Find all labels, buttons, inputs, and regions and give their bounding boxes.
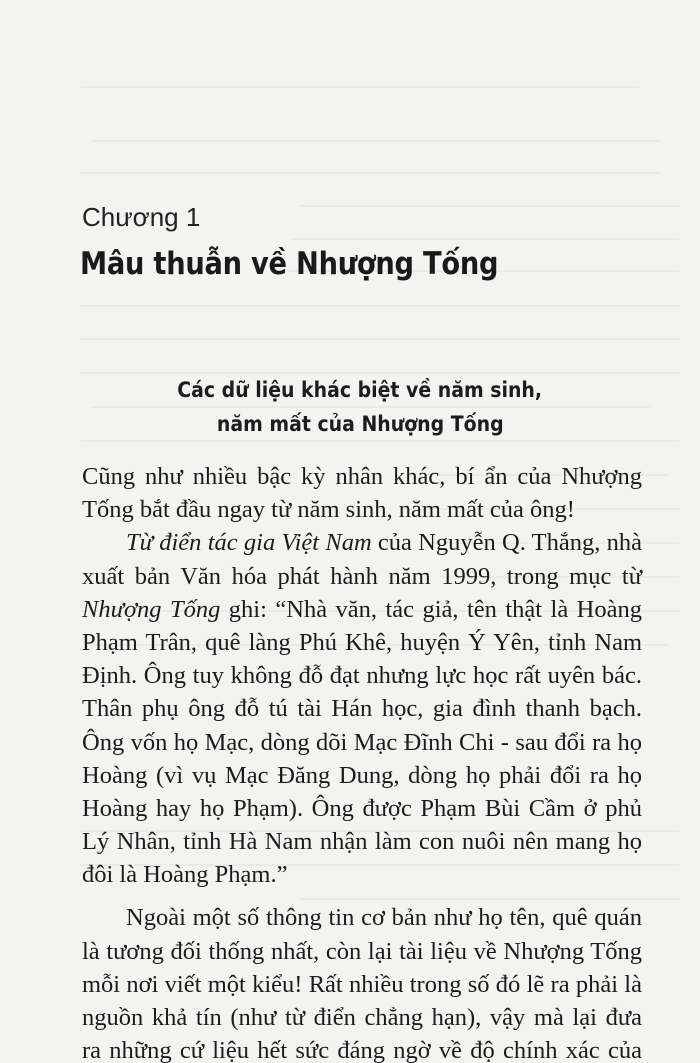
paragraph-3-line-4: nguồn khả tín (như từ điển chẳng hạn), vậy mà lại đưa (82, 1004, 642, 1031)
show-through-line (90, 140, 660, 142)
paragraph-2-line-10: Lý Nhân, tỉnh Hà Nam nhận làm con nuôi nên mang họ (82, 828, 642, 856)
show-through-line (80, 305, 680, 307)
show-through-line (80, 86, 640, 88)
show-through-line (80, 338, 680, 340)
paragraph-3-line-5: ra những cứ liệu hết sức đáng ngờ về độ chính xác của (82, 1037, 642, 1063)
paragraph-2-line-1: Từ điển tác gia Việt Nam của Nguyễn Q. Thắng, nhà (126, 529, 643, 557)
paragraph-spacer (82, 891, 642, 901)
show-through-line (80, 172, 660, 174)
section-title (80, 373, 640, 441)
entry-name-italic: Nhượng Tống (82, 595, 221, 623)
paragraph-2-line-8: Hoàng (vì vụ Mạc Đăng Dung, dòng họ phải đổi ra họ (82, 761, 642, 789)
paragraph-2-line-3: Nhượng Tống ghi: “Nhà văn, tác giả, tên thật là Hoàng (82, 595, 642, 623)
section-title-line-1: Các dữ liệu khác biệt về năm sinh, (177, 378, 543, 402)
paragraph-2-line-5: Định. Ông tuy không đỗ đạt nhưng lực học rất uyên bác. (82, 662, 642, 690)
body-text (82, 460, 642, 1063)
show-through-line (290, 238, 680, 240)
show-through-line (300, 205, 680, 207)
paragraph-3-line-3: mỗi nơi viết một kiểu! Rất nhiều trong số đó lẽ ra phải là (82, 970, 642, 998)
paragraph-2-line-11: đôi là Hoàng Phạm.” (82, 861, 288, 889)
paragraph-2-line-4: Phạm Trân, quê làng Phú Khê, huyện Ý Yên, tỉnh Nam (82, 628, 642, 656)
book-title-italic: Từ điển tác gia Việt Nam (126, 529, 372, 557)
paragraph-1-line-2: Tống bắt đầu ngay từ năm sinh, năm mất của ông! (82, 496, 575, 524)
section-title-line-2: năm mất của Nhượng Tống (216, 412, 504, 436)
chapter-title: Mâu thuẫn về Nhượng Tống (80, 246, 499, 282)
paragraph-2-line-7: Ông vốn họ Mạc, dòng dõi Mạc Đĩnh Chi - sau đổi ra họ (82, 728, 642, 756)
paragraph-1-line-1: Cũng như nhiều bậc kỳ nhân khác, bí ẩn của Nhượng (82, 463, 642, 490)
chapter-label: Chương 1 (82, 202, 201, 232)
paragraph-2-line-2: xuất bản Văn hóa phát hành năm 1999, trong mục từ (82, 562, 642, 590)
paragraph-2-line-6: Thân phụ ông đỗ tú tài Hán học, gia đình thanh bạch. (82, 695, 642, 723)
paragraph-2-line-9: Hoàng hay họ Phạm). Ông được Phạm Bùi Cầm ở phủ (82, 794, 642, 822)
paragraph-3-line-1: Ngoài một số thông tin cơ bản như họ tên, quê quán (126, 904, 642, 932)
paragraph-3-line-2: là tương đối thống nhất, còn lại tài liệu về Nhượng Tống (82, 937, 642, 965)
